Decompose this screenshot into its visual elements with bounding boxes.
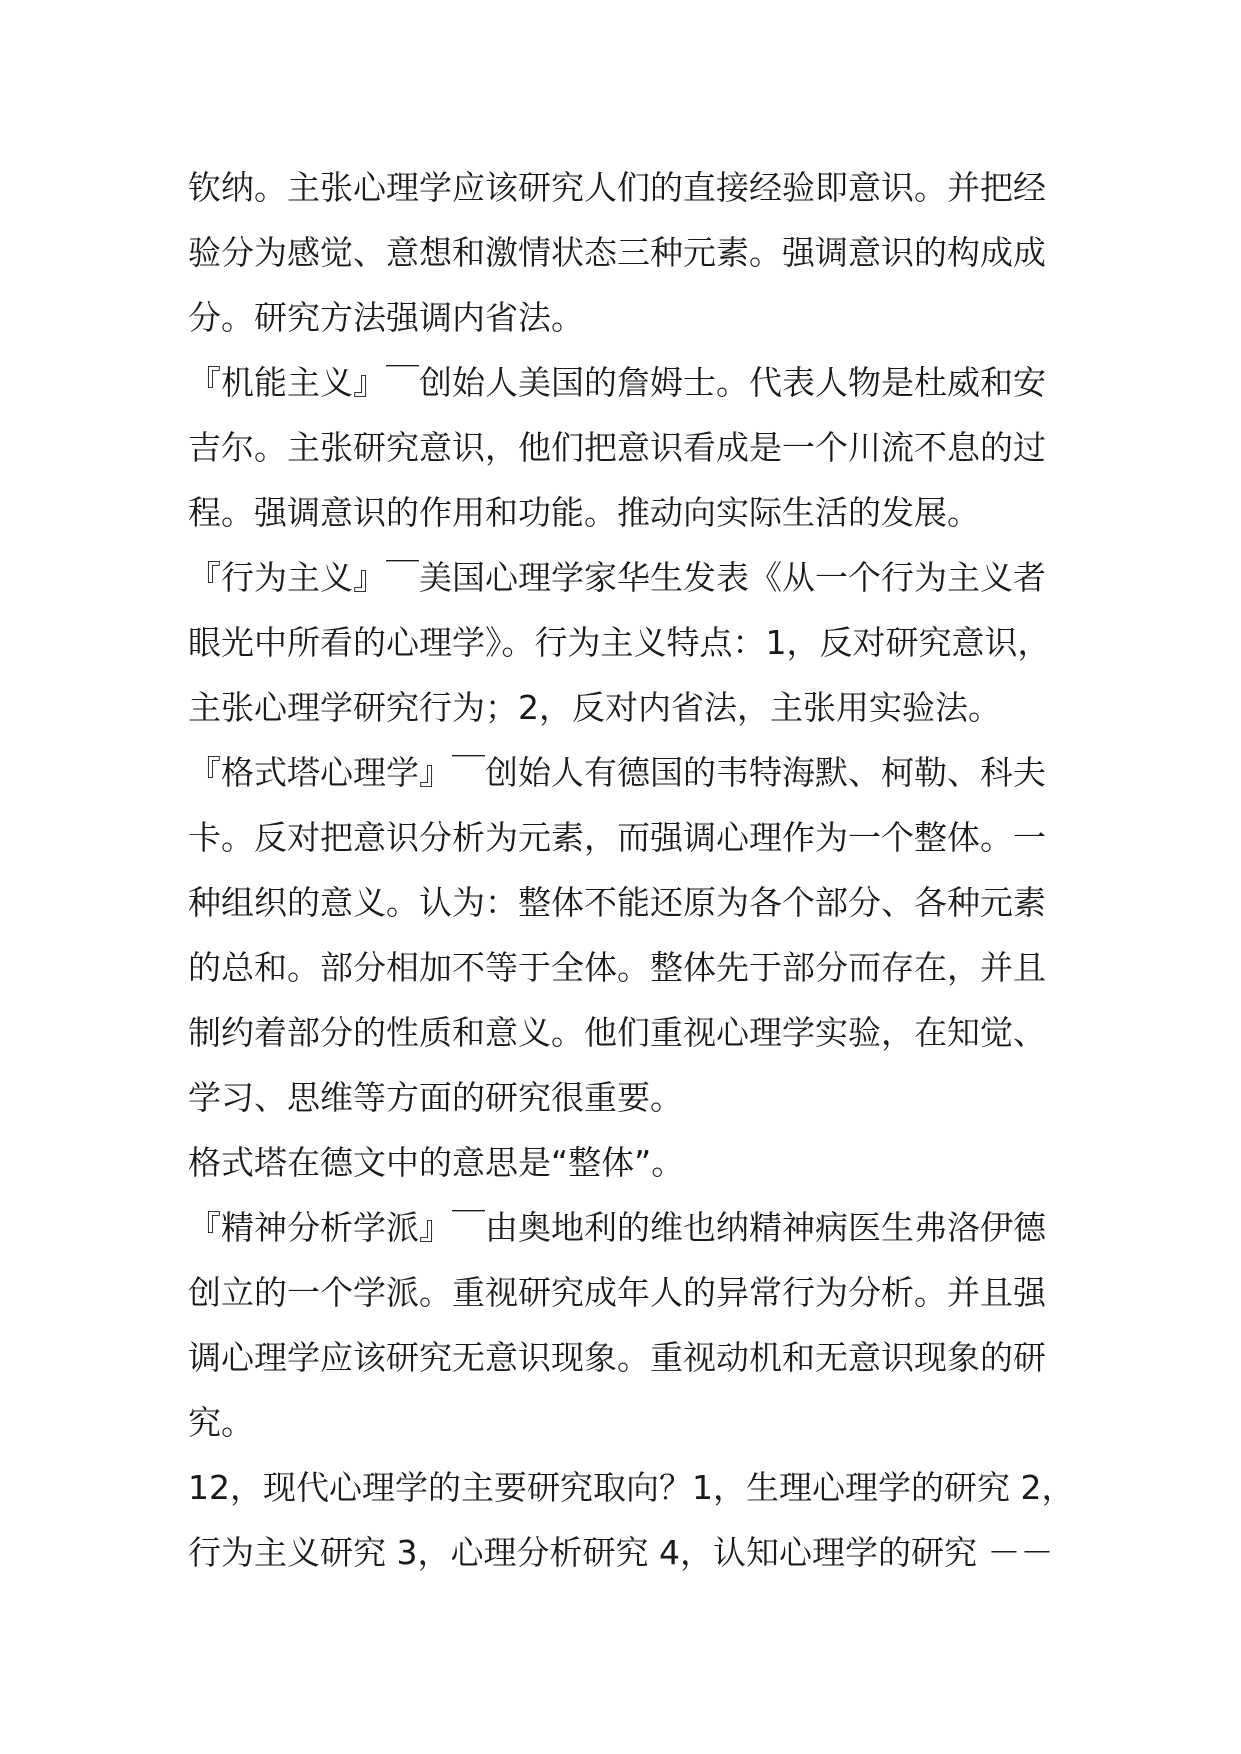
text-line: 调心理学应该研究无意识现象。重视动机和无意识现象的研 <box>188 1338 1046 1377</box>
text-line: 钦纳。主张心理学应该研究人们的直接经验即意识。并把经 <box>188 168 1046 207</box>
body-text <box>188 155 1075 1585</box>
text-line: 分。研究方法强调内省法。 <box>188 298 584 337</box>
text-line: 『精神分析学派』￣由奥地利的维也纳精神病医生弗洛伊德 <box>188 1208 1046 1247</box>
text-line: 格式塔在德文中的意思是“整体”。 <box>188 1143 685 1182</box>
text-line: 程。强调意识的作用和功能。推动向实际生活的发展。 <box>188 493 980 532</box>
text-line: 学习、思维等方面的研究很重要。 <box>188 1078 683 1117</box>
text-line: 『格式塔心理学』￣创始人有德国的韦特海默、柯勒、科夫 <box>188 753 1046 792</box>
text-line: 吉尔。主张研究意识，他们把意识看成是一个川流不息的过 <box>188 428 1046 467</box>
text-line: 验分为感觉、意想和激情状态三种元素。强调意识的构成成 <box>188 233 1046 272</box>
text-line: 12，现代心理学的主要研究取向？1，生理心理学的研究 2， <box>188 1468 1075 1507</box>
text-line: 眼光中所看的心理学》。行为主义特点：1，反对研究意识， <box>188 623 1051 662</box>
text-line: 主张心理学研究行为；2，反对内省法，主张用实验法。 <box>188 688 1001 727</box>
text-line: 行为主义研究 3，心理分析研究 4，认知心理学的研究 －－ <box>188 1533 1054 1572</box>
text-line: 『机能主义』￣创始人美国的詹姆士。代表人物是杜威和安 <box>188 363 1046 402</box>
text-line: 创立的一个学派。重视研究成年人的异常行为分析。并且强 <box>188 1273 1046 1312</box>
text-line: 的总和。部分相加不等于全体。整体先于部分而存在，并且 <box>188 948 1046 987</box>
text-line: 制约着部分的性质和意义。他们重视心理学实验，在知觉、 <box>188 1013 1046 1052</box>
text-line: 究。 <box>188 1403 254 1442</box>
text-line: 『行为主义』￣美国心理学家华生发表《从一个行为主义者 <box>188 558 1046 597</box>
text-line: 种组织的意义。认为：整体不能还原为各个部分、各种元素 <box>188 883 1046 922</box>
text-line: 卡。反对把意识分析为元素，而强调心理作为一个整体。一 <box>188 818 1046 857</box>
